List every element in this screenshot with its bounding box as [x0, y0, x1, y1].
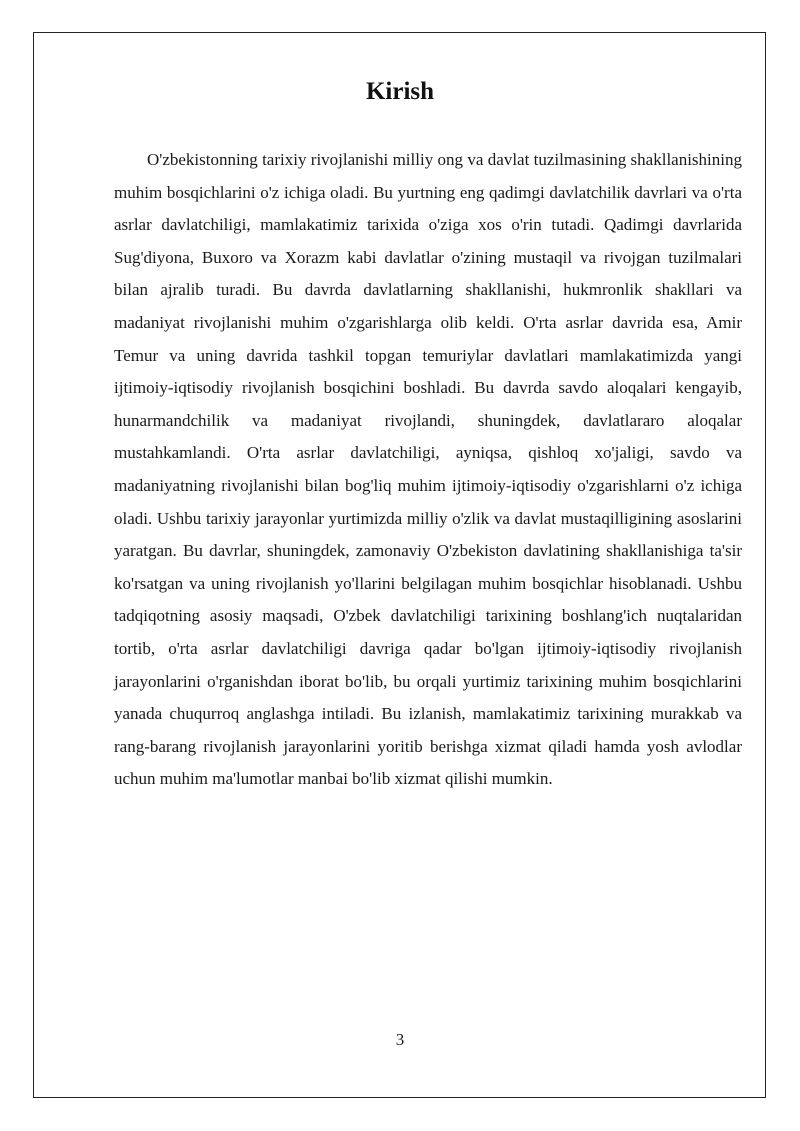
page-number: 3	[395, 1030, 405, 1049]
page-title: Kirish	[365, 78, 435, 105]
body-paragraph: O'zbekistonning tarixiy rivojlanishi milliy ong va davlat tuzilmasining shakllanishining muhim bosqichlarini o'z ichiga oladi. Bu yurtning eng qadimgi davlatchilik davrlari va o'rta asrlar davlatchiligi, mamlakatimiz tarixida o'ziga xos o'rin tutadi. Qadimgi davrlarida Sug'diyona, Buxoro va Xorazm kabi davlatlar o'zining mustaqil va rivojgan tuzilmalari bilan ajralib turadi. Bu davrda davlatlarning shakllanishi, hukmronlik shakllari va madaniyat rivojlanishi muhim o'zgarishlarga olib keldi. O'rta asrlar davrida esa, Amir Temur va uning davrida tashkil topgan temuriylar davlatlari mamlakatimizda yangi ijtimoiy-iqtisodiy rivojlanish bosqichini boshladi. Bu davrda savdo aloqalari kengayib, hunarmandchilik va madaniyat rivojlandi, shuningdek, davlatlararo aloqalar mustahkamlandi. O'rta asrlar davlatchiligi, ayniqsa, qishloq xo'jaligi, savdo va madaniyatning rivojlanishi bilan bog'liq muhim ijtimoiy-iqtisodiy o'zgarishlarni o'z ichiga oladi. Ushbu tarixiy jarayonlar yurtimizda milliy o'zlik va davlat mustaqilligining asoslarini yaratgan. Bu davrlar, shuningdek, zamonaviy O'zbekiston davlatining shakllanishiga ta'sir ko'rsatgan va uning rivojlanish yo'llarini belgilagan muhim bosqichlar hisoblanadi. Ushbu tadqiqotning asosiy maqsadi, O'zbek davlatchiligi tarixining boshlang'ich nuqtalaridan tortib, o'rta asrlar davlatchiligi davriga qadar bo'lgan ijtimoiy-iqtisodiy rivojlanish jarayonlarini o'rganishdan iborat bo'lib, bu orqali yurtimiz tarixining muhim bosqichlarini yanada chuqurroq anglashga intiladi. Bu izlanish, mamlakatimiz tarixining murakkab va rang-barang rivojlanish jarayonlarini yoritib berishga xizmat qiladi hamda yosh avlodlar uchun muhim ma'lumotlar manbai bo'lib xizmat qilishi mumkin.	[114, 150, 742, 789]
